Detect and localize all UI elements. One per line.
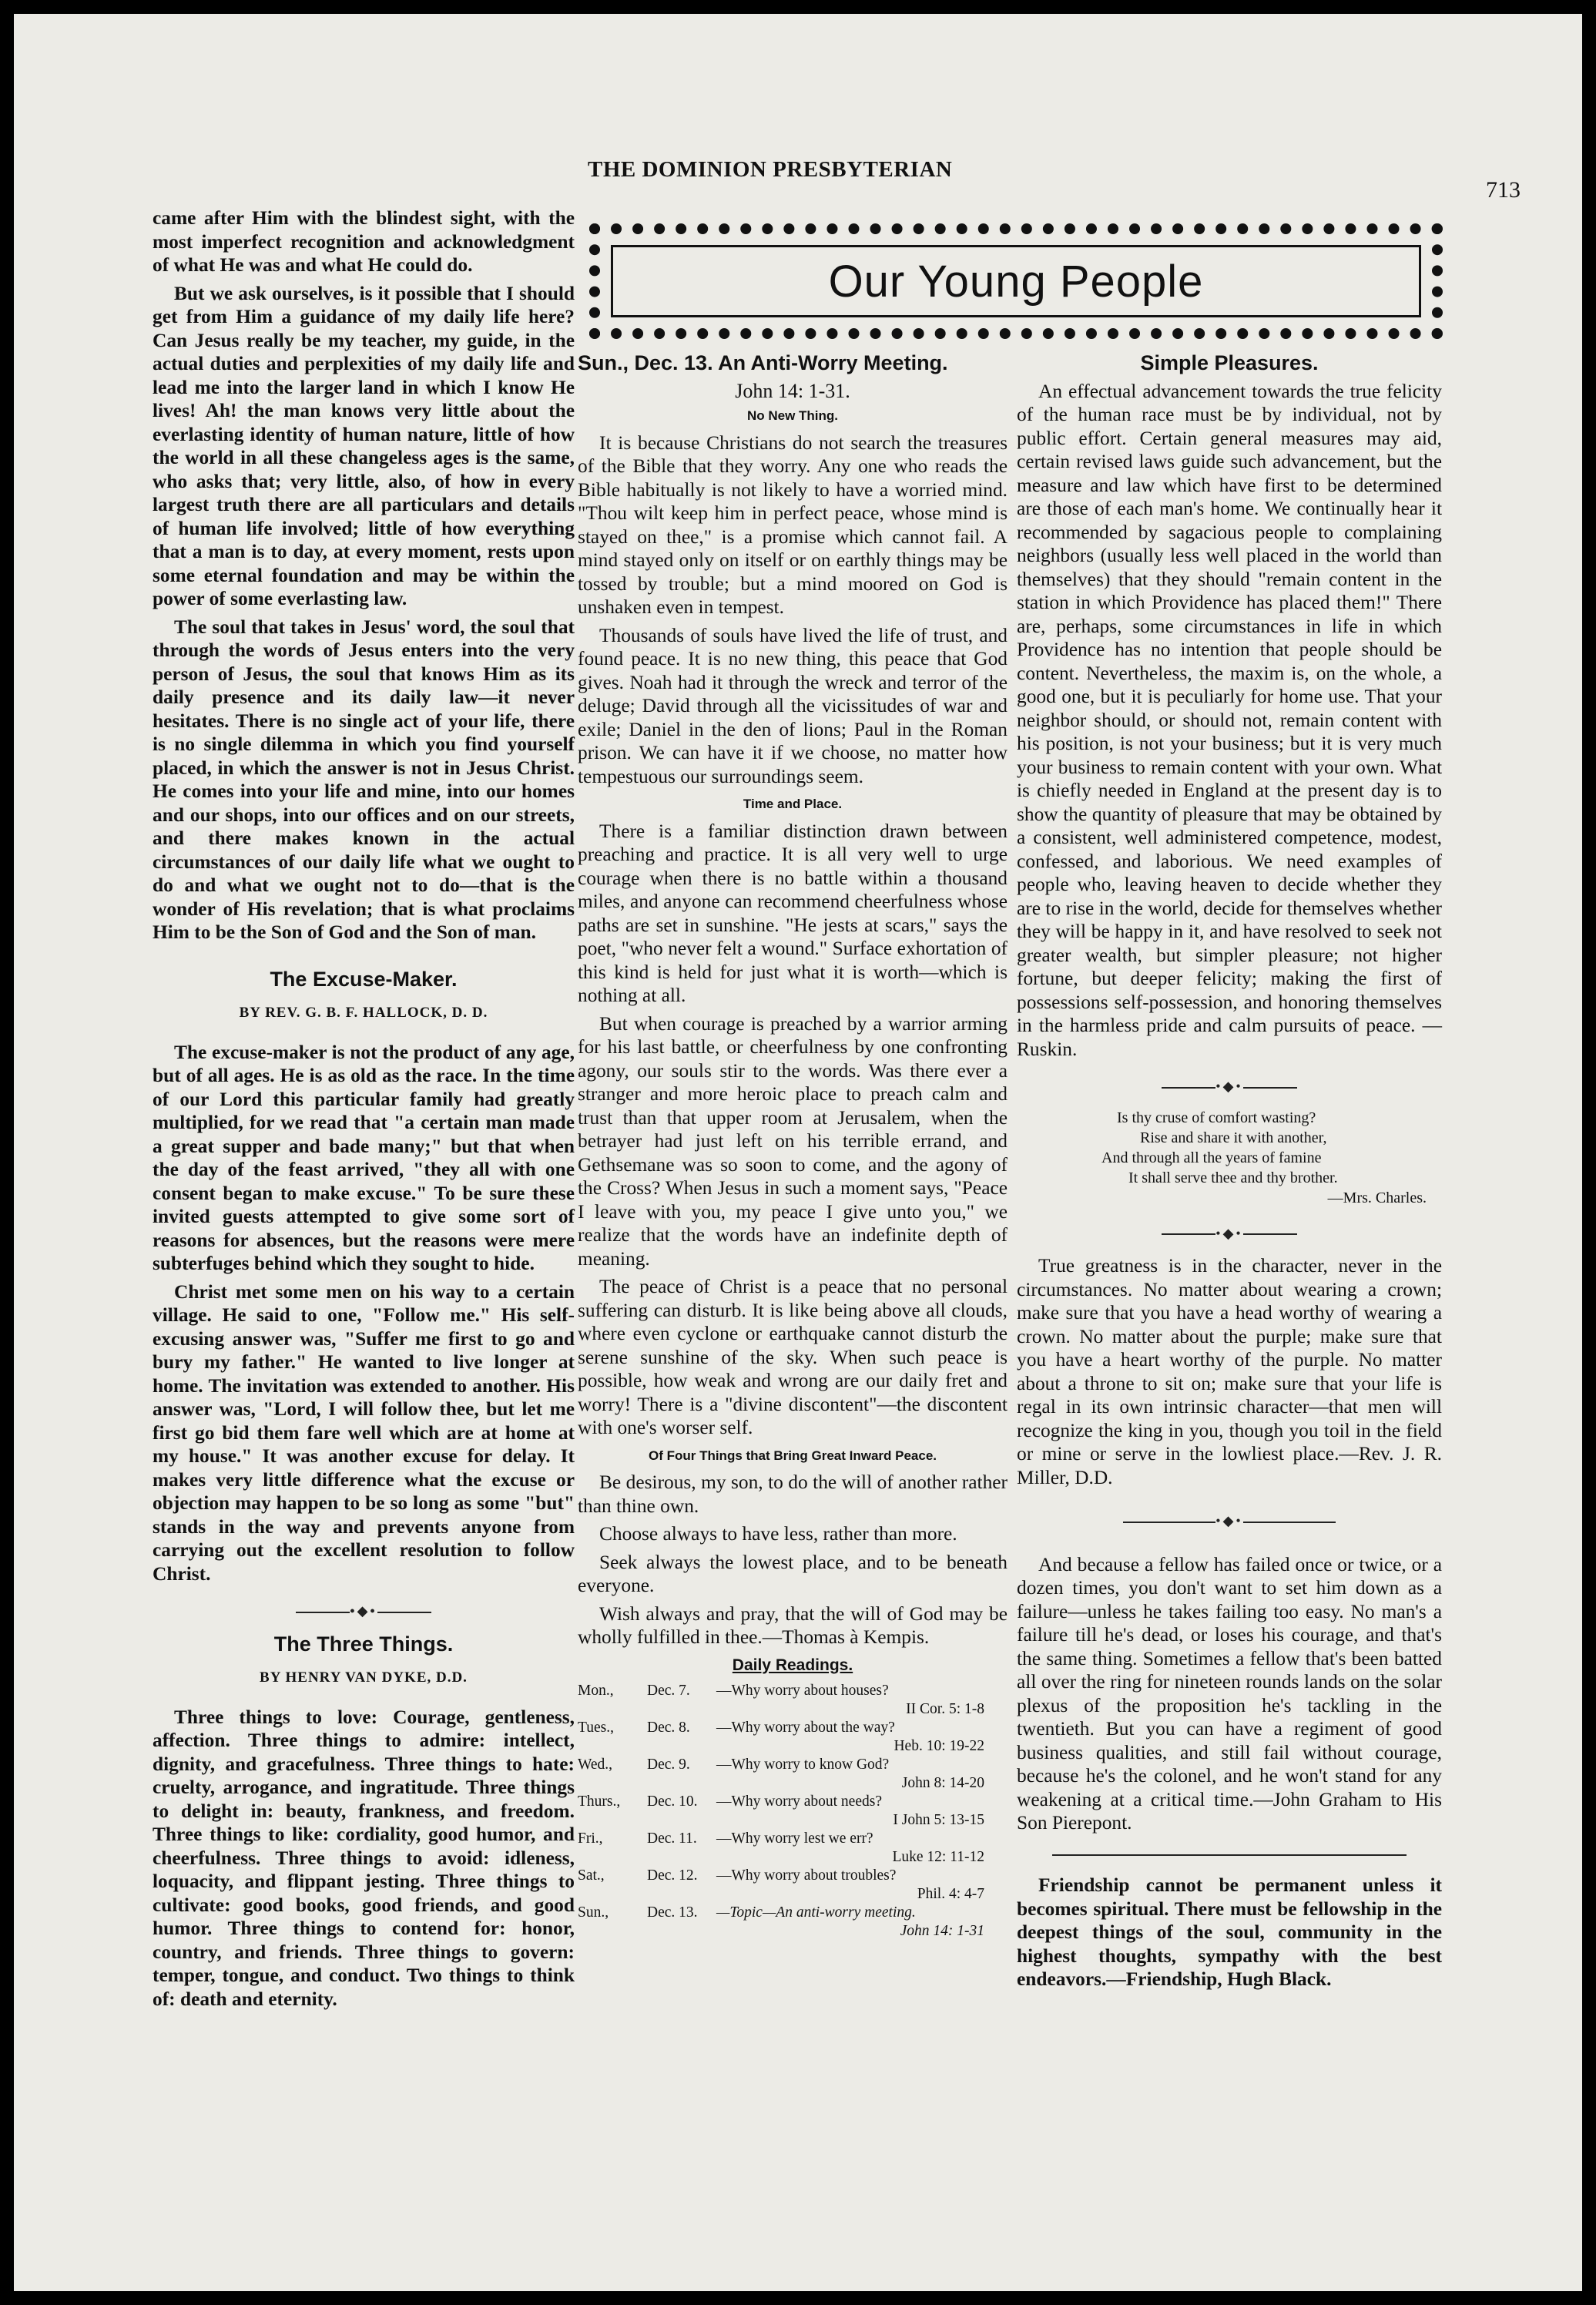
reading-item: Thurs., Dec. 10. —Why worry about needs? I John 5: 13-15: [578, 1793, 984, 1828]
excuse-maker-heading: The Excuse-Maker.: [270, 967, 458, 991]
meeting-heading: Sun., Dec. 13. An Anti-Worry Meeting.: [578, 351, 948, 374]
reading-item: Fri., Dec. 11. —Why worry lest we err? Luke 12: 11-12: [578, 1830, 984, 1865]
subheading-four-things: Of Four Things that Bring Great Inward Peace.: [648, 1448, 937, 1463]
poem: [1017, 1108, 1442, 1208]
reading-item: Sun., Dec. 13. —Topic—An anti-worry meeting. John 14: 1-31: [578, 1904, 984, 1939]
fellow-para: And because a fellow has failed once or twice, or a dozen times, you don't want to set him down as a failure—unless he takes failing too easy. No man's a failure till he's dead, or loses his courage, and that's the same thing. Sometimes a fellow that's been batted all over the ring for nineteen rounds lands on the solar plexus of the proposition he's tackling in the twentieth. But you can have a regiment of good business qualities, and still fail without courage, because he's the colonel, and he won't stand for any weakening at a critical time.—John Graham to His Son Pierepont.: [1017, 1553, 1442, 1834]
section-divider: •◆•: [1017, 1222, 1442, 1246]
banner-title: Our Young People: [828, 256, 1204, 307]
ruskin-para: An effectual advancement towards the true felicity of the human race must be by individual, not by public effort. Certain general measures may aid, certain revised laws guide such advancement, but the measure and law which have first to be determined are those of each man's home. We continually hear it recommended by sagacious people to complaining neighbors (usually less well placed in the world than themselves) that they should "remain content in the station in which Providence has placed them!" There are, perhaps, some circumstances in life in which Providence has no intention that people should be content. Nevertheless, the maxim is, on the whole, a good one, but it is peculiarly for home use. That your neighbor should, or should not, remain content with his position, is not your business; but it is very much your business to remain content with your own. What is chiefly needed in England at the present day is to show the quantity of pleasure that may be obtained by a consistent, well administered competence, modest, confessed, and laborious. We need examples of people who, leaving heaven to decide whether they are to rise in the world, decide for themselves whether they will be happy in it, and have resolved to seek not greater wealth, but simpler pleasure; not higher fortune, but deeper felicity; making the first of possessions self-possession, and honoring themselves in the harmless pride and calm pursuits of peace. —Ruskin.: [1017, 380, 1442, 1060]
kempis-para: Be desirous, my son, to do the will of another rather than thine own.: [578, 1471, 1008, 1517]
reading-item: Wed., Dec. 9. —Why worry to know God? John 8: 14-20: [578, 1756, 984, 1791]
kempis-para: Choose always to have less, rather than more.: [599, 1523, 957, 1545]
meeting-para: The peace of Christ is a peace that no personal suffering can disturb. It is like being above all clouds, where even cyclone or earthquake cannot disturb the serene sunshine of the sky. When such peace is possible, how weak and wrong are our daily fret and worry! There is a "divine discontent"—the discontent with one's worser self.: [578, 1276, 1008, 1438]
subheading-no-new-thing: No New Thing.: [746, 408, 839, 423]
left-column: [153, 206, 575, 2015]
simple-pleasures-heading: Simple Pleasures.: [1140, 351, 1319, 374]
section-divider: •◆•: [153, 1599, 575, 1623]
excuse-maker-para: Christ met some men on his way to a certain village. He said to one, "Follow me." His self-excusing answer was, "Suffer me first to go and bury my father." He wanted to live longer at home. The invitation was extended to another. His answer was, "Lord, I will follow thee, but let me first go bid them fare well which are at home at my house." It was another excuse for delay. It makes very little difference what the excuse or objection may happen to be so long as some "but" stands in the way and prevents anyone from carrying out the excellent resolution to follow Christ.: [153, 1280, 575, 1585]
poem-attribution: —Mrs. Charles.: [1327, 1189, 1427, 1206]
daily-readings-heading: Daily Readings.: [732, 1656, 853, 1674]
section-divider: [1017, 1843, 1442, 1867]
subheading-time-and-place: Time and Place.: [743, 797, 843, 811]
banner-frame: [611, 245, 1421, 317]
running-head: THE DOMINION PRESBYTERIAN: [588, 157, 953, 182]
three-things-para: Three things to love: Courage, gentleness, affection. Three things to admire: intellect, dignity, and gracefulness. Three things to hate: cruelty, arrogance, and ingratitude. Three things to delight in: beauty, frankness, and freedom. Three things to like: cordiality, good humor, and cheerfulness. Three things to avoid: idleness, loquacity, and flippant jesting. Three things to cultivate: good books, good friends, and good humor. Three things to contend for: honor, country, and friends. Three things to govern: temper, tongue, and conduct. Two things to think of: death and eternity.: [153, 1706, 575, 2010]
three-things-byline: BY HENRY VAN DYKE, D.D.: [260, 1669, 468, 1686]
article-continuation-para: But we ask ourselves, is it possible that I should get from Him a guidance of my daily life here? Can Jesus really be my teacher, my guide, in the actual duties and perplexities of my daily life and lead me into the larger land in which I know He lives! Ah! the man knows very little about the everlasting identity of human nature, little of how the world in all these changeless ages is the same, who asks that; very little, also, of how in every largest truth there are all particulars and details of human life involved; little of how everything that a man is to day, at every moment, rests upon some eternal foundation and may be within the power of some everlasting law.: [153, 282, 575, 609]
middle-column: [578, 351, 1008, 1941]
poem-line: It shall serve thee and thy brother.: [1128, 1169, 1338, 1186]
right-column: [1017, 351, 1442, 1996]
excuse-maker-para: The excuse-maker is not the product of any age, but of all ages. He is as old as the race. In the time of our Lord this particular family had greatly multiplied, for we read that "a certain man made a great supper and bade many;" but that when the day of the feast arrived, "they all with one consent began to make excuse." To be sure these invited guests attempted to give some sort of reasons for absences, but the reasons were mere subterfuges behind which they sought to hide.: [153, 1041, 575, 1274]
meeting-para: It is because Christians do not search the treasures of the Bible that they worry. Any one who reads the Bible habitually is not likely to have a worried mind. "Thou wilt keep him in perfect peace, whose mind is stayed on thee," is a promise which cannot fail. A mind stayed only on itself or on earthly things may be tossed by trouble; but a mind moored on God is unshaken even in tempest.: [578, 431, 1008, 618]
kempis-para: Wish always and pray, that the will of God may be wholly fulfilled in thee.—Thomas à Kempis.: [578, 1602, 1008, 1648]
article-continuation-para: came after Him with the blindest sight, with the most imperfect recognition and acknowledgment of what He was and what He could do.: [153, 207, 575, 276]
section-divider: •◆•: [1017, 1509, 1442, 1533]
daily-readings-list: [578, 1682, 1008, 1941]
three-things-heading: The Three Things.: [273, 1632, 454, 1656]
newspaper-page: [14, 14, 1582, 2291]
meeting-para: Thousands of souls have lived the life of trust, and found peace. It is no new thing, this peace that God gives. Noah had it through the wreck and terror of the deluge; David through all the vicissitudes of war and exile; Daniel in the den of lions; Paul in the Roman prison. We can have it if we choose, no matter how tempestuous our surroundings seem.: [578, 624, 1008, 787]
meeting-para: But when courage is preached by a warrior arming for his last battle, or cheerfulness by one confronting agony, our souls stir to the words. Was there ever a stranger and more heroic place to preach calm and trust than that upper room at Jerusalem, when the betrayer had just left on his terrible errand, and Gethsemane was so soon to come, and the agony of the Cross? When Jesus in such a moment says, "Peace I leave with you, my peace I give unto you," we realize that the words have an indefinite depth of meaning.: [578, 1012, 1008, 1270]
excuse-maker-byline: BY REV. G. B. F. HALLOCK, D. D.: [239, 1005, 488, 1021]
section-banner: [589, 223, 1443, 339]
page-number: 713: [1486, 177, 1521, 203]
reading-item: Tues., Dec. 8. —Why worry about the way? Heb. 10: 19-22: [578, 1720, 984, 1754]
scripture-reference: John 14: 1-31.: [735, 379, 850, 402]
section-divider: •◆•: [1017, 1075, 1442, 1099]
kempis-para: Seek always the lowest place, and to be beneath everyone.: [578, 1551, 1008, 1596]
poem-line: Rise and share it with another,: [1140, 1129, 1327, 1146]
reading-item: Sat., Dec. 12. —Why worry about troubles? Phil. 4: 4-7: [578, 1867, 984, 1902]
greatness-para: True greatness is in the character, never in the circumstances. No matter about wearing a crown; make sure that you have a head worthy of wearing a crown. No matter about the purple; make sure that you have a heart worthy of the purple. No matter about a throne to sit on; make sure that your life is regal in its own intrinsic character—that men will recognize the king in you, though you toil in the field or mine or serve in the lowliest place.—Rev. J. R. Miller, D.D.: [1017, 1255, 1442, 1488]
poem-line: Is thy cruse of comfort wasting?: [1117, 1109, 1316, 1126]
friendship-para: Friendship cannot be permanent unless it becomes spiritual. There must be fellowship in the deepest things of the soul, community in the highest thoughts, sympathy with the best endeavors.—Friendship, Hugh Black.: [1017, 1874, 1442, 1990]
article-continuation-para: The soul that takes in Jesus' word, the soul that through the words of Jesus enters into the very person of Jesus, the soul that knows Him as its daily presence and its daily law—it never hesitates. There is no single act of your life, there is no single dilemma in which you find yourself placed, in which the answer is not in Jesus Christ. He comes into your life and mine, into our homes and our shops, into our offices and on our streets, and there makes known in the actual circumstances of our daily life what we ought to do and what we ought not to do—that is the wonder of His revelation; that is what proclaims Him to be the Son of God and the Son of man.: [153, 616, 575, 943]
meeting-para: There is a familiar distinction drawn between preaching and practice. It is all very well to urge courage when there is no battle within a thousand miles, and anyone can recommend cheerfulness whose paths are set in sunshine. "He jests at scars," says the poet, "who never felt a wound." Surface exhortation of this kind is held for just what it is worth—which is nothing at all.: [578, 820, 1008, 1006]
reading-item: Mon., Dec. 7. —Why worry about houses? II Cor. 5: 1-8: [578, 1683, 984, 1717]
poem-line: And through all the years of famine: [1101, 1149, 1322, 1166]
